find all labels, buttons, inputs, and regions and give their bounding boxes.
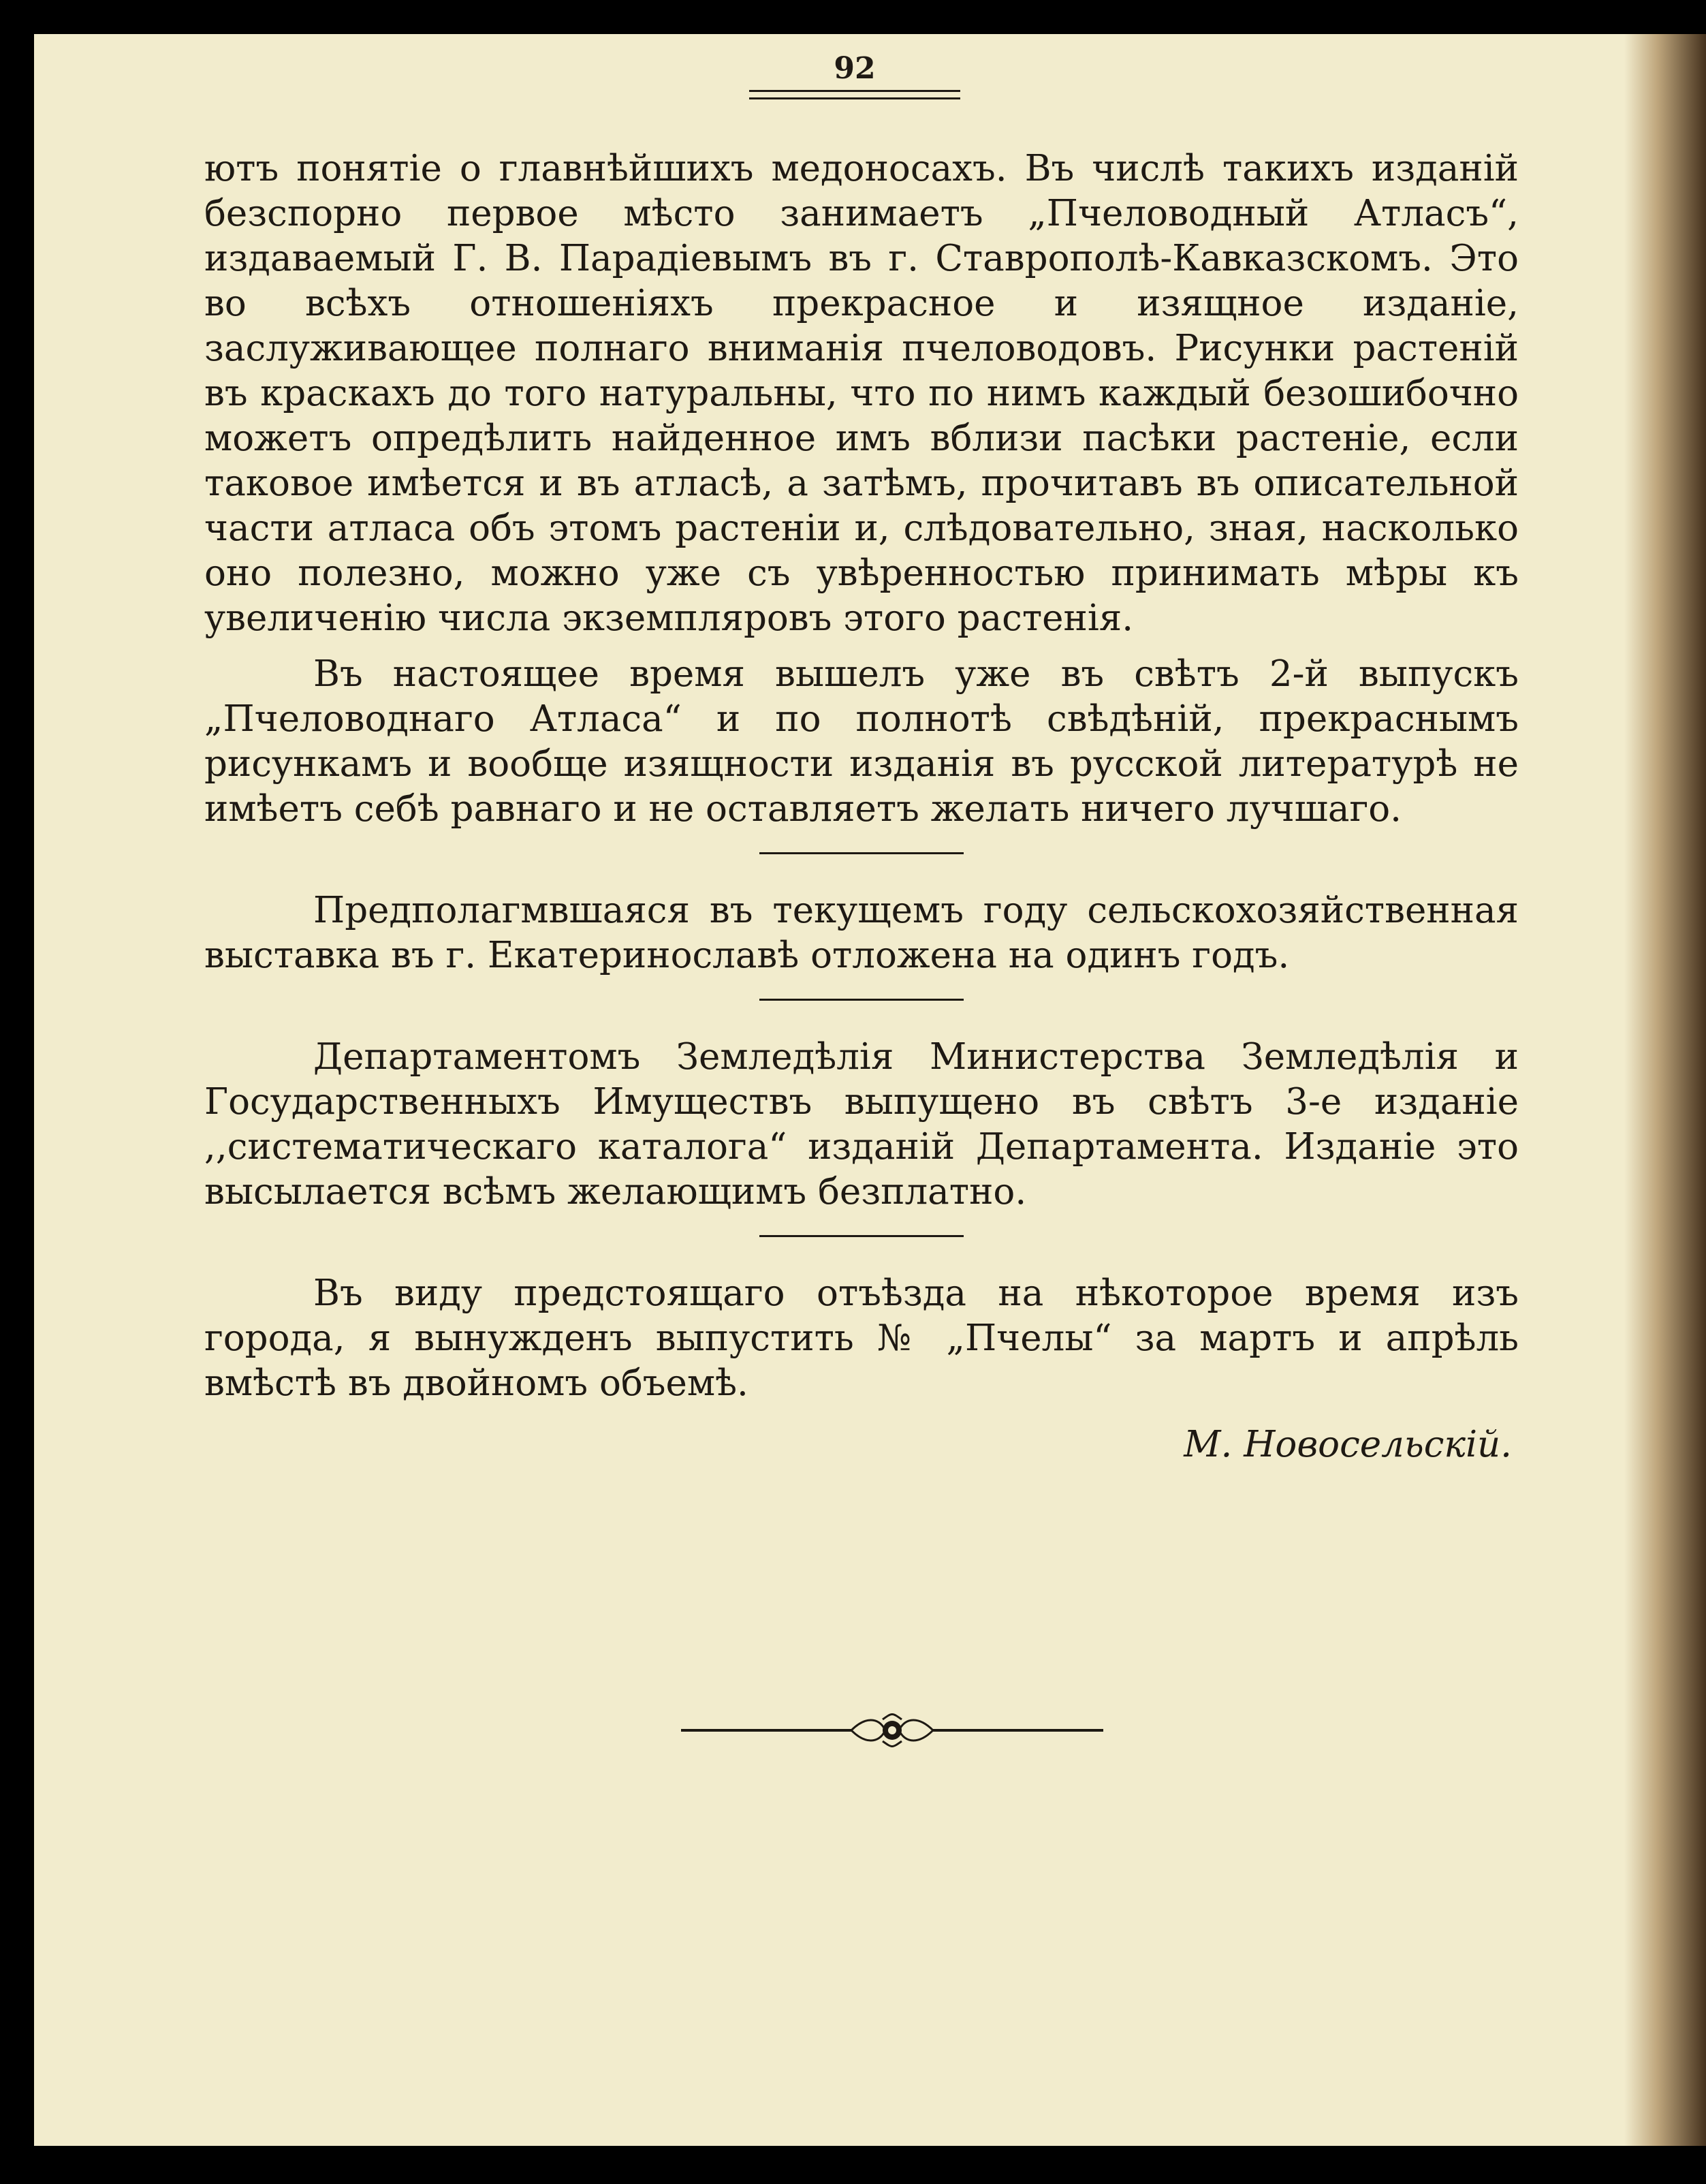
page-number: 92 — [834, 51, 876, 86]
paragraph-double-issue-notice: Въ виду предстоящаго отъѣзда на нѣкоторое время изъ города, я вынужденъ выпустить № „Пчелы“ за мартъ и апрѣль вмѣстѣ въ двойномъ объемѣ. — [204, 1273, 1519, 1404]
paragraph-atlas-second-issue: Въ настоящее время вышелъ уже въ свѣтъ 2-й выпускъ „Пчеловоднаго Атласа“ и по полнотѣ свѣдѣній, прекраснымъ рисункамъ и вообще изящности изданія въ русской литературѣ не имѣетъ себѣ равнаго и не оставляетъ желать ничего лучшаго. — [204, 653, 1519, 830]
section-separator — [759, 999, 964, 1001]
page-body — [204, 146, 1519, 1467]
paragraph-exhibition-postponed: Предполагмвшаяся въ текущемъ году сельскохозяйственная выставка въ г. Екатеринославѣ отложена на одинъ годъ. — [204, 890, 1519, 976]
section-separator — [759, 1235, 964, 1237]
author-signature: М. Новосельскій. — [1184, 1424, 1512, 1465]
paragraph-catalog-edition: Департаментомъ Земледѣлія Министерства Земледѣлія и Государственныхъ Имуществъ выпущено въ свѣтъ 3-е изданіе ,,систематическаго каталога“ изданій Департамента. Изданіе это высылается всѣмъ желающимъ безплатно. — [204, 1036, 1519, 1213]
page-number-rule — [749, 90, 960, 99]
ornament-divider-icon — [681, 1711, 1103, 1749]
paragraph-atlas-review: ютъ понятіе о главнѣйшихъ медоносахъ. Въ числѣ такихъ изданій безспорно первое мѣсто занимаетъ „Пчеловодный Атласъ“, издаваемый Г. В. Парадіевымъ въ г. Ставрополѣ-Кавказскомъ. Это во всѣхъ отношеніяхъ прекрасное и изящное изданіе, заслуживающее полнаго вниманія пчеловодовъ. Рисунки растеній въ краскахъ до того натуральны, что по нимъ каждый безошибочно можетъ опредѣлить найденное имъ вблизи пасѣки растеніе, если таковое имѣется и въ атласѣ, а затѣмъ, прочитавъ въ описательной части атласа объ этомъ растеніи и, слѣдовательно, зная, насколько оно полезно, можно уже съ увѣренностью принимать мѣры къ увеличенію числа экземпляровъ этого растенія. — [204, 148, 1519, 639]
page-spine-shadow — [1624, 34, 1706, 2146]
section-separator — [759, 852, 964, 854]
